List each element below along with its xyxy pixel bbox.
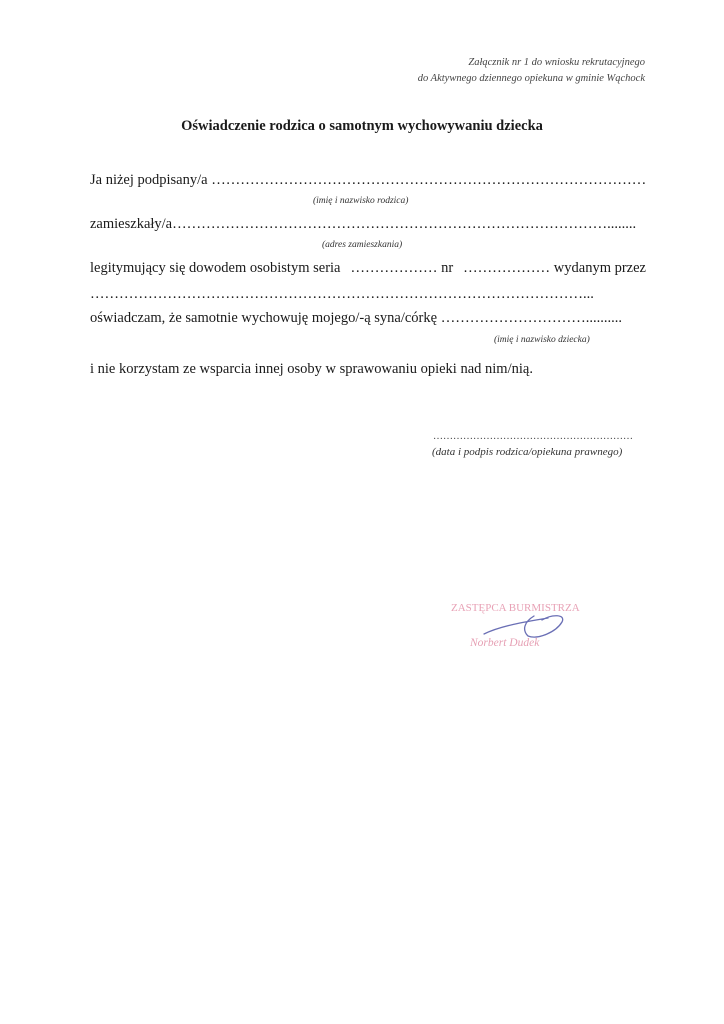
annex-line-2: do Aktywnego dziennego opiekuna w gminie Wąchock [417, 73, 645, 84]
address-label: zamieszkały/a [90, 216, 173, 232]
signature-label: (data i podpis rodzica/opiekuna prawnego) [432, 446, 623, 458]
child-label: oświadczam, że samotnie wychowuję mojego/-ą syna/córkę [90, 310, 441, 326]
form-line-child [90, 309, 646, 327]
stamp-name: Norbert Dudek [470, 637, 540, 649]
issuer-field-dots: …………………………………………………………………………………………... [90, 286, 594, 302]
hint-address: (adres zamieszkania) [322, 240, 403, 250]
document-title: Oświadczenie rodzica o samotnym wychowywaniu dziecka [181, 118, 543, 134]
id-series-field: ……………… nr [350, 260, 454, 276]
name-label: Ja niżej podpisany/a [90, 172, 212, 188]
id-label: legitymujący się dowodem osobistym seria [90, 260, 341, 276]
form-line-declaration: i nie korzystam ze wsparcia innej osoby w sprawowaniu opieki nad nim/nią. [90, 361, 533, 377]
form-line-name [90, 171, 646, 189]
child-field-dots: ………………………….......... [440, 310, 622, 326]
stamp-title: ZASTĘPCA BURMISTRZA [451, 602, 580, 614]
signature-dots: …………………………………………………… [433, 431, 633, 442]
address-field-dots: ………………………………………………………………………………........ [172, 216, 637, 232]
form-line-id [90, 259, 646, 277]
id-number-field: ……………… wydanym przez [463, 260, 646, 276]
annex-line-1: Załącznik nr 1 do wniosku rekrutacyjnego [468, 57, 645, 68]
hint-child-name: (imię i nazwisko dziecka) [494, 335, 590, 345]
form-line-issuer [90, 285, 646, 303]
form-line-address [90, 215, 646, 233]
hint-parent-name: (imię i nazwisko rodzica) [313, 196, 409, 206]
name-field-dots: ……………………………………………………………………………… [211, 172, 646, 188]
